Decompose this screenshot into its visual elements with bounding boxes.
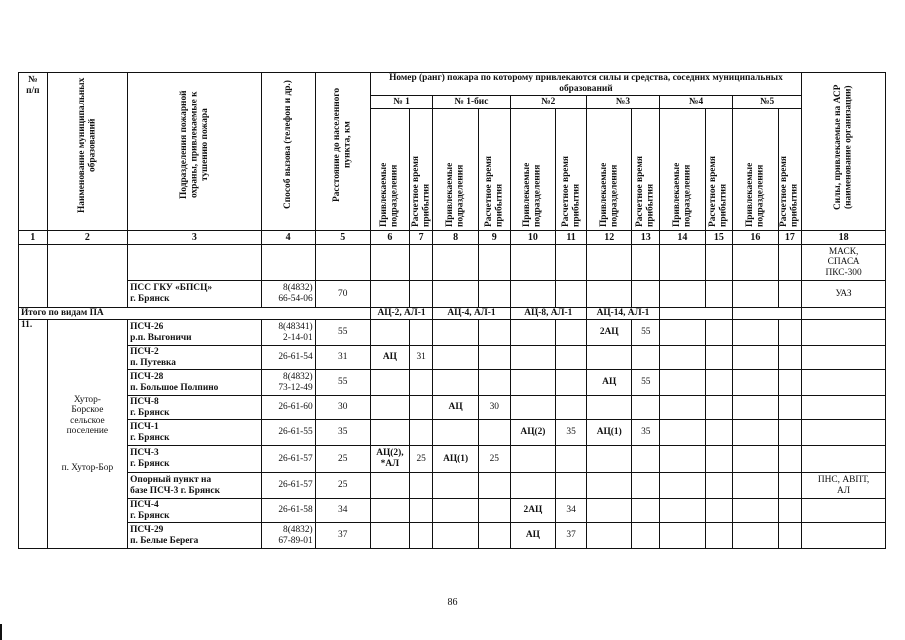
cell-empty	[433, 245, 479, 281]
cell-empty	[433, 281, 479, 308]
call-phone: 8(4832) 73-12-49	[261, 370, 315, 396]
cell-empty	[778, 420, 801, 446]
cell-empty	[705, 370, 733, 396]
subheader-units-label: Привлекаемые подразделения	[744, 162, 766, 227]
rank-1bis-units	[433, 499, 479, 523]
cell-empty	[733, 420, 779, 446]
call-phone: 26-61-57	[261, 473, 315, 499]
col-number: 11	[556, 231, 587, 245]
section-rows	[19, 320, 886, 549]
header-rank-5: №5	[733, 95, 802, 108]
totals-rank-3: АЦ-14, АЛ-1	[586, 308, 659, 320]
totals-label: Итого по видам ПА	[19, 308, 371, 320]
rank-1-units	[370, 473, 409, 499]
col-number: 17	[778, 231, 801, 245]
cell-empty	[733, 245, 779, 281]
rank-2-time	[556, 446, 587, 473]
cell-empty	[660, 281, 706, 308]
rank-1-units	[370, 320, 409, 346]
header-rank-1bis: № 1-бис	[433, 95, 510, 108]
cell-empty	[478, 245, 510, 281]
asr-forces	[802, 320, 886, 346]
col-number: 13	[632, 231, 660, 245]
subheader-units-1	[370, 109, 409, 231]
cell-empty	[478, 281, 510, 308]
header-rank-3: №3	[586, 95, 659, 108]
col-number: 6	[370, 231, 409, 245]
cell-empty	[510, 281, 556, 308]
cell-empty	[778, 245, 801, 281]
col-number: 4	[261, 231, 315, 245]
rank-1bis-units	[433, 346, 479, 370]
asr-forces: МАСК, СПАСА ПКС-300	[802, 245, 886, 281]
cell-empty	[556, 281, 587, 308]
call-phone: 8(4832) 66-54-06	[261, 281, 315, 308]
cell-empty	[778, 320, 801, 346]
rank-2-time: 37	[556, 523, 587, 549]
subheader-units-label: Привлекаемые подразделения	[598, 162, 620, 227]
rank-1-time	[409, 396, 432, 420]
cell-empty	[733, 446, 779, 473]
table-row	[19, 473, 886, 499]
table-row	[19, 370, 886, 396]
call-phone: 26-61-60	[261, 396, 315, 420]
asr-forces: УАЗ	[802, 281, 886, 308]
rank-1bis-units: АЦ(1)	[433, 446, 479, 473]
rank-1bis-time: 25	[478, 446, 510, 473]
table-row	[19, 523, 886, 549]
distance: 35	[315, 420, 370, 446]
cell-empty	[778, 499, 801, 523]
col-number: 5	[315, 231, 370, 245]
header-distance-cell	[315, 73, 370, 231]
header-asr-cell	[802, 73, 886, 231]
settlement-name: п. Хутор-Бор	[61, 462, 114, 473]
subheader-units-label: Привлекаемые подразделения	[671, 162, 693, 227]
rank-1-units	[370, 370, 409, 396]
header-distance: Расстояние до населенного пункта, км	[332, 87, 353, 203]
rank-1-time	[409, 320, 432, 346]
subheader-time-label: Расчетное время прибытия	[410, 156, 432, 227]
distance: 31	[315, 346, 370, 370]
unit-name: Опорный пункт на базе ПСЧ-3 г. Брянск	[128, 473, 262, 499]
cell-empty	[660, 523, 706, 549]
unit-name: ПСЧ-28 п. Большое Полпино	[128, 370, 262, 396]
cell-empty	[733, 308, 802, 320]
table-row	[19, 346, 886, 370]
rank-3-units: 2АЦ	[586, 320, 632, 346]
rank-1bis-units	[433, 420, 479, 446]
table-row	[19, 396, 886, 420]
table-row	[19, 320, 886, 346]
rank-1-time: 25	[409, 446, 432, 473]
cell-empty	[733, 281, 779, 308]
header-rank-1: № 1	[370, 95, 433, 108]
scan-edge-mark	[0, 624, 2, 640]
distance: 25	[315, 473, 370, 499]
rank-1-units	[370, 396, 409, 420]
rank-2-units	[510, 346, 556, 370]
subheader-units-5	[733, 109, 779, 231]
cell-empty	[705, 346, 733, 370]
rank-1-units: АЦ	[370, 346, 409, 370]
fire-plan-table-page	[18, 72, 886, 549]
cell-empty	[660, 346, 706, 370]
call-phone: 26-61-54	[261, 346, 315, 370]
rank-2-time	[556, 396, 587, 420]
subheader-units-label: Привлекаемые подразделения	[445, 162, 466, 227]
cell-empty	[660, 420, 706, 446]
call-phone: 26-61-58	[261, 499, 315, 523]
rank-1bis-time	[478, 320, 510, 346]
totals-rank-1bis: АЦ-4, АЛ-1	[433, 308, 510, 320]
rank-1bis-time	[478, 523, 510, 549]
rank-3-time	[632, 396, 660, 420]
totals-rank-2: АЦ-8, АЛ-1	[510, 308, 586, 320]
rank-1-units	[370, 523, 409, 549]
rank-3-units	[586, 396, 632, 420]
rank-2-units	[510, 320, 556, 346]
subheader-units-4	[660, 109, 706, 231]
col-number: 12	[586, 231, 632, 245]
cell-empty	[586, 245, 632, 281]
rank-2-time	[556, 320, 587, 346]
rank-2-time: 35	[556, 420, 587, 446]
col-number: 10	[510, 231, 556, 245]
call-phone: 8(4832) 67-89-01	[261, 523, 315, 549]
cell-empty	[660, 308, 733, 320]
col-number: 14	[660, 231, 706, 245]
cell-empty	[733, 320, 779, 346]
rank-3-units	[586, 446, 632, 473]
cell-empty	[370, 245, 409, 281]
distance: 30	[315, 396, 370, 420]
col-number: 3	[128, 231, 262, 245]
rank-2-time	[556, 370, 587, 396]
header-rank-4: №4	[660, 95, 733, 108]
asr-forces	[802, 370, 886, 396]
unit-name: ПСЧ-26 р.п. Выгоничи	[128, 320, 262, 346]
cell-empty	[632, 245, 660, 281]
rank-2-units	[510, 370, 556, 396]
cell-empty	[705, 420, 733, 446]
header-number: № п/п	[19, 73, 48, 231]
unit-name: ПСЧ-4 г. Брянск	[128, 499, 262, 523]
subheader-time-5	[778, 109, 801, 231]
cell-empty	[660, 446, 706, 473]
col-number: 7	[409, 231, 432, 245]
rank-3-units: АЦ(1)	[586, 420, 632, 446]
rank-1bis-units: АЦ	[433, 396, 479, 420]
cell-empty	[778, 346, 801, 370]
row-number: 11.	[19, 320, 48, 549]
cell-empty	[510, 245, 556, 281]
cell-empty	[733, 396, 779, 420]
rank-1bis-units	[433, 473, 479, 499]
subheader-time-label: Расчетное время прибытия	[483, 156, 505, 227]
rank-3-time: 55	[632, 370, 660, 396]
header-rank-group: Номер (ранг) пожара по которому привлекаются силы и средства, соседних муниципальных образований	[370, 73, 801, 96]
cell-empty	[556, 245, 587, 281]
rank-1bis-time	[478, 499, 510, 523]
subheader-time-label: Расчетное время прибытия	[560, 156, 582, 227]
fire-plan-table	[18, 72, 886, 549]
header-call-method-cell	[261, 73, 315, 231]
call-phone: 8(48341) 2-14-01	[261, 320, 315, 346]
subheader-time-label: Расчетное время прибытия	[779, 156, 800, 227]
rank-1bis-time: 30	[478, 396, 510, 420]
subheader-time-4	[705, 109, 733, 231]
asr-forces	[802, 346, 886, 370]
cell-empty	[705, 473, 733, 499]
rank-3-units	[586, 473, 632, 499]
table-row	[19, 446, 886, 473]
header-call-method: Способ вызова (телефон и др.)	[282, 80, 293, 210]
distance: 55	[315, 320, 370, 346]
header-municipality: Наименование муниципальных образований	[76, 77, 98, 213]
asr-forces	[802, 499, 886, 523]
cell-empty	[660, 370, 706, 396]
cell-empty	[632, 281, 660, 308]
rank-1-time	[409, 523, 432, 549]
rank-3-units	[586, 499, 632, 523]
unit-name: ПСЧ-2 п. Путевка	[128, 346, 262, 370]
subheader-time-label: Расчетное время прибытия	[708, 156, 729, 227]
rank-2-units: АЦ(2)	[510, 420, 556, 446]
cell-empty	[778, 446, 801, 473]
rank-1bis-time	[478, 346, 510, 370]
table-row	[19, 281, 886, 308]
rank-1-time: 31	[409, 346, 432, 370]
header-municipality-cell	[47, 73, 128, 231]
subheader-time-1	[409, 109, 432, 231]
cell-empty	[660, 473, 706, 499]
subheader-time-2	[556, 109, 587, 231]
cell-empty	[705, 523, 733, 549]
col-number: 16	[733, 231, 779, 245]
header-units-cell	[128, 73, 262, 231]
rank-1-units: АЦ(2), *АЛ	[370, 446, 409, 473]
cell-empty	[370, 281, 409, 308]
rank-1-time	[409, 420, 432, 446]
cell-empty	[660, 499, 706, 523]
unit-name: ПСЧ-29 п. Белые Берега	[128, 523, 262, 549]
subheader-units-1bis	[433, 109, 479, 231]
cell-empty	[802, 308, 886, 320]
header-rank-2: №2	[510, 95, 586, 108]
cell-empty	[705, 396, 733, 420]
rank-1-time	[409, 473, 432, 499]
asr-forces: ПНС, АВПТ, АЛ	[802, 473, 886, 499]
header-units: Подразделения пожарной охраны, привлекаемые к тушению пожара	[178, 90, 210, 200]
asr-forces	[802, 523, 886, 549]
cell-empty	[778, 396, 801, 420]
col-number: 1	[19, 231, 48, 245]
col-number: 9	[478, 231, 510, 245]
page-number: 86	[447, 597, 458, 608]
rank-1-time	[409, 370, 432, 396]
totals-rank-1: АЦ-2, АЛ-1	[370, 308, 433, 320]
cell-empty	[315, 245, 370, 281]
asr-forces	[802, 446, 886, 473]
rank-1-units	[370, 499, 409, 523]
cell-empty	[705, 320, 733, 346]
subheader-time-3	[632, 109, 660, 231]
cell-empty	[778, 281, 801, 308]
rank-3-time: 35	[632, 420, 660, 446]
table-row	[19, 420, 886, 446]
rank-3-time	[632, 346, 660, 370]
rank-2-time	[556, 473, 587, 499]
rank-2-units: АЦ	[510, 523, 556, 549]
rank-2-time: 34	[556, 499, 587, 523]
cell-empty	[705, 245, 733, 281]
distance: 37	[315, 523, 370, 549]
distance: 25	[315, 446, 370, 473]
rank-1bis-units	[433, 320, 479, 346]
call-phone: 26-61-57	[261, 446, 315, 473]
distance: 70	[315, 281, 370, 308]
rank-1bis-units	[433, 523, 479, 549]
table-row	[19, 245, 886, 281]
cell-empty	[778, 473, 801, 499]
unit-name: ПСЧ-3 г. Брянск	[128, 446, 262, 473]
cell-empty	[778, 370, 801, 396]
rank-2-time	[556, 346, 587, 370]
col-number: 18	[802, 231, 886, 245]
subheader-time-label: Расчетное время прибытия	[635, 156, 656, 227]
cell-empty	[778, 523, 801, 549]
subheader-units-label: Привлекаемые подразделения	[379, 162, 400, 227]
table-row	[19, 499, 886, 523]
cell-empty	[660, 245, 706, 281]
cell-empty	[409, 245, 432, 281]
col-number: 15	[705, 231, 733, 245]
rank-1bis-time	[478, 370, 510, 396]
cell-empty	[705, 281, 733, 308]
distance: 34	[315, 499, 370, 523]
col-number: 8	[433, 231, 479, 245]
subheader-time-1bis	[478, 109, 510, 231]
rank-2-units	[510, 396, 556, 420]
cell-empty	[660, 320, 706, 346]
rank-3-time	[632, 473, 660, 499]
rank-3-units	[586, 523, 632, 549]
cell-empty	[409, 281, 432, 308]
rank-3-units	[586, 346, 632, 370]
cell-empty	[733, 346, 779, 370]
subheader-units-label: Привлекаемые подразделения	[522, 162, 543, 227]
cell-empty	[261, 245, 315, 281]
cell-empty	[733, 370, 779, 396]
cell-empty	[660, 396, 706, 420]
cell-empty	[733, 499, 779, 523]
column-numbers-row	[19, 231, 886, 245]
cell-empty	[705, 499, 733, 523]
distance: 55	[315, 370, 370, 396]
rank-2-units	[510, 446, 556, 473]
rank-1bis-time	[478, 420, 510, 446]
unit-name: ПСЧ-1 г. Брянск	[128, 420, 262, 446]
subheader-units-3	[586, 109, 632, 231]
unit-name: ПСЧ-8 г. Брянск	[128, 396, 262, 420]
cell-empty	[733, 473, 779, 499]
asr-forces	[802, 420, 886, 446]
totals-row	[19, 308, 886, 320]
rank-1-time	[409, 499, 432, 523]
rank-2-units	[510, 473, 556, 499]
cell-empty	[733, 523, 779, 549]
rank-3-units: АЦ	[586, 370, 632, 396]
rank-1-units	[370, 420, 409, 446]
cell-empty	[47, 245, 128, 308]
call-phone: 26-61-55	[261, 420, 315, 446]
rank-3-time: 55	[632, 320, 660, 346]
col-number: 2	[47, 231, 128, 245]
subheader-units-2	[510, 109, 556, 231]
asr-forces	[802, 396, 886, 420]
rank-1bis-time	[478, 473, 510, 499]
cell-empty	[128, 245, 262, 281]
rank-1bis-units	[433, 370, 479, 396]
municipality-name: Хутор- Борское сельское поселение	[66, 394, 109, 437]
header-asr: Силы, привлекаемые на АСР (наименование организации)	[833, 84, 854, 210]
cell-empty	[19, 245, 48, 308]
cell-empty	[586, 281, 632, 308]
rank-3-time	[632, 446, 660, 473]
rank-3-time	[632, 499, 660, 523]
rank-2-units: 2АЦ	[510, 499, 556, 523]
cell-empty	[705, 446, 733, 473]
rank-3-time	[632, 523, 660, 549]
municipality-cell	[47, 320, 128, 549]
unit-name: ПСС ГКУ «БПСЦ» г. Брянск	[128, 281, 262, 308]
